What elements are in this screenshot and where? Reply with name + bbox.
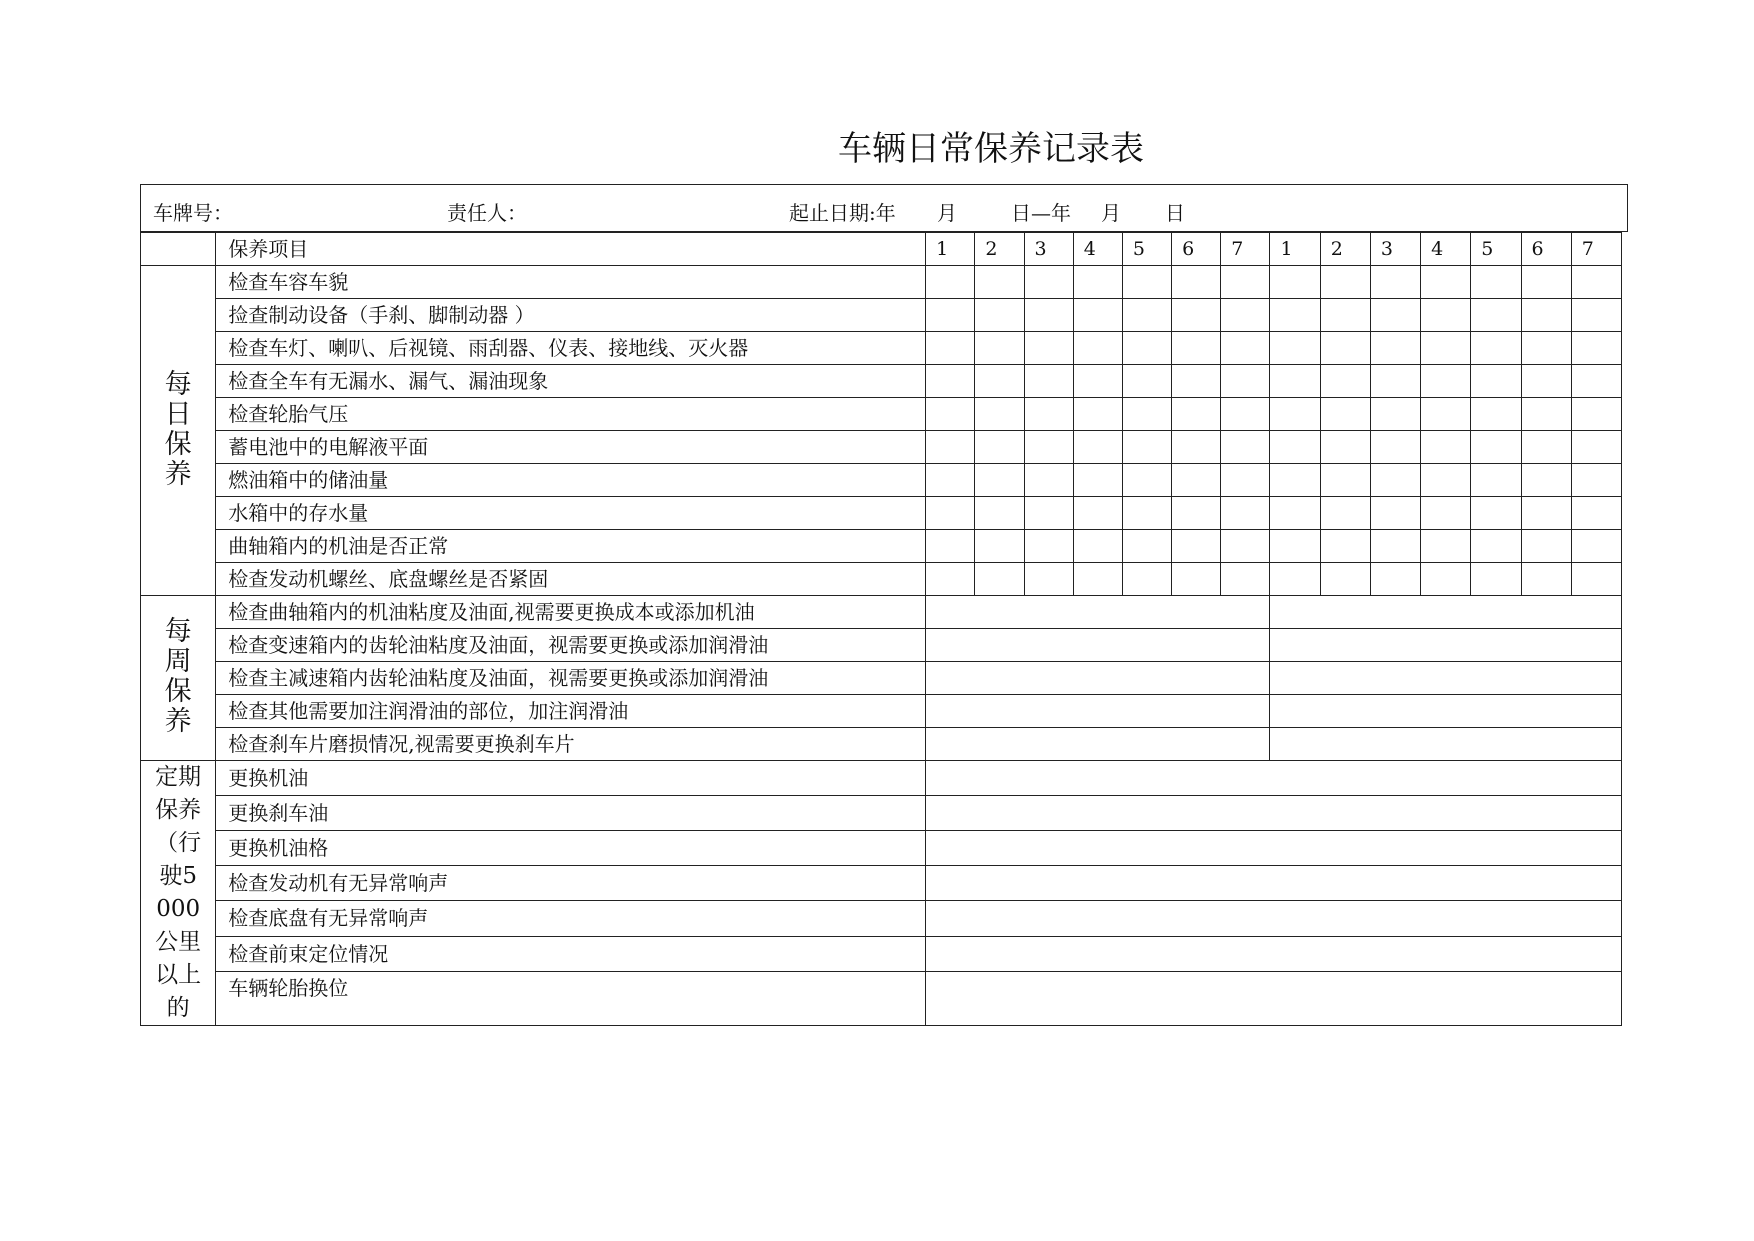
check-cell[interactable]: [975, 299, 1024, 332]
check-cell[interactable]: [975, 365, 1024, 398]
check-cell[interactable]: [1122, 431, 1171, 464]
check-cell[interactable]: [926, 332, 975, 365]
table-row: [141, 629, 1622, 662]
check-cell[interactable]: [1370, 431, 1420, 464]
check-cell[interactable]: [1221, 266, 1270, 299]
check-cell[interactable]: [1471, 299, 1521, 332]
table-row: [141, 728, 1622, 761]
daily-item: 检查车容车貌: [216, 266, 926, 299]
check-cell[interactable]: [1073, 563, 1122, 596]
periodic-record-cell[interactable]: [926, 971, 1622, 1025]
check-cell[interactable]: [926, 398, 975, 431]
week2-record-cell[interactable]: [1270, 596, 1622, 629]
check-cell[interactable]: [1122, 365, 1171, 398]
check-cell[interactable]: [1122, 464, 1171, 497]
week1-record-cell[interactable]: [926, 596, 1270, 629]
week2-record-cell[interactable]: [1270, 662, 1622, 695]
daily-item: 蓄电池中的电解液平面: [216, 431, 926, 464]
table-row: [141, 497, 1622, 530]
weekly-item: 检查变速箱内的齿轮油粘度及油面，视需要更换或添加润滑油: [216, 629, 926, 662]
check-cell[interactable]: [1221, 365, 1270, 398]
table-row: [141, 530, 1622, 563]
check-cell[interactable]: [1471, 530, 1521, 563]
responsible-person-label: 责任人：: [447, 201, 527, 225]
check-cell[interactable]: [1521, 398, 1571, 431]
check-cell[interactable]: [1172, 299, 1221, 332]
check-cell[interactable]: [1221, 530, 1270, 563]
periodic-section-label-cell: [141, 761, 216, 1026]
date-month-start: 月: [937, 201, 957, 225]
check-cell[interactable]: [1471, 431, 1521, 464]
check-cell[interactable]: [1122, 266, 1171, 299]
day-number-header: 4: [1073, 233, 1122, 266]
table-row: [141, 971, 1622, 1025]
check-cell[interactable]: [1521, 266, 1571, 299]
table-row: [141, 936, 1622, 971]
table-row: [141, 266, 1622, 299]
check-cell[interactable]: [975, 530, 1024, 563]
check-cell[interactable]: [926, 530, 975, 563]
check-cell[interactable]: [926, 365, 975, 398]
check-cell[interactable]: [975, 497, 1024, 530]
check-cell[interactable]: [1073, 332, 1122, 365]
check-cell[interactable]: [1471, 563, 1521, 596]
day-number-header: 2: [975, 233, 1024, 266]
check-cell[interactable]: [1270, 266, 1320, 299]
check-cell[interactable]: [1122, 530, 1171, 563]
day-number-header: 3: [1024, 233, 1073, 266]
check-cell[interactable]: [1320, 497, 1370, 530]
check-cell[interactable]: [1221, 332, 1270, 365]
periodic-section-label: 定期保养（行驶5000公里以上的: [155, 764, 202, 1021]
day-number-header: 1: [1270, 233, 1320, 266]
check-cell[interactable]: [926, 431, 975, 464]
check-cell[interactable]: [1221, 497, 1270, 530]
periodic-record-cell[interactable]: [926, 936, 1622, 971]
check-cell[interactable]: [975, 266, 1024, 299]
check-cell[interactable]: [1370, 332, 1420, 365]
check-cell[interactable]: [1571, 464, 1621, 497]
check-cell[interactable]: [1571, 497, 1621, 530]
check-cell[interactable]: [1122, 398, 1171, 431]
check-cell[interactable]: [1571, 530, 1621, 563]
check-cell[interactable]: [1221, 464, 1270, 497]
weekly-item: 检查曲轴箱内的机油粘度及油面,视需要更换成本或添加机油: [216, 596, 926, 629]
check-cell[interactable]: [1073, 464, 1122, 497]
check-cell[interactable]: [926, 266, 975, 299]
daily-section-label: 每日保养: [164, 368, 192, 490]
check-cell[interactable]: [1270, 365, 1320, 398]
header-info-row: [140, 184, 1628, 232]
daily-item: 燃油箱中的储油量: [216, 464, 926, 497]
table-row: [141, 299, 1622, 332]
check-cell[interactable]: [1320, 431, 1370, 464]
periodic-item: 更换刹车油: [216, 796, 926, 831]
check-cell[interactable]: [1320, 332, 1370, 365]
day-number-header: 5: [1471, 233, 1521, 266]
check-cell[interactable]: [1073, 398, 1122, 431]
check-cell[interactable]: [1421, 530, 1471, 563]
check-cell[interactable]: [1270, 530, 1320, 563]
check-cell[interactable]: [1073, 365, 1122, 398]
periodic-item: 检查底盘有无异常响声: [216, 901, 926, 936]
check-cell[interactable]: [926, 299, 975, 332]
check-cell[interactable]: [1270, 398, 1320, 431]
table-row: [141, 431, 1622, 464]
day-number-header: 3: [1370, 233, 1420, 266]
check-cell[interactable]: [1024, 398, 1073, 431]
item-header: 保养项目: [216, 233, 926, 266]
check-cell[interactable]: [1172, 398, 1221, 431]
check-cell[interactable]: [1421, 398, 1471, 431]
check-cell[interactable]: [1421, 365, 1471, 398]
date-day-year: 日—年: [1011, 201, 1071, 225]
check-cell[interactable]: [1471, 332, 1521, 365]
week1-record-cell[interactable]: [926, 662, 1270, 695]
check-cell[interactable]: [1073, 497, 1122, 530]
daily-section-label-cell: [141, 266, 216, 596]
check-cell[interactable]: [1370, 530, 1420, 563]
table-row: [141, 464, 1622, 497]
check-cell[interactable]: [1024, 365, 1073, 398]
check-cell[interactable]: [1172, 332, 1221, 365]
week1-record-cell[interactable]: [926, 695, 1270, 728]
check-cell[interactable]: [1270, 464, 1320, 497]
check-cell[interactable]: [975, 398, 1024, 431]
check-cell[interactable]: [1421, 563, 1471, 596]
daily-item: 水箱中的存水量: [216, 497, 926, 530]
check-cell[interactable]: [1370, 563, 1420, 596]
check-cell[interactable]: [1073, 299, 1122, 332]
check-cell[interactable]: [1024, 464, 1073, 497]
daily-item: 捡查制动设备（手刹、脚制动器 ）: [216, 299, 926, 332]
check-cell[interactable]: [1270, 332, 1320, 365]
check-cell[interactable]: [1320, 563, 1370, 596]
day-number-header: 7: [1571, 233, 1621, 266]
periodic-item: 车辆轮胎换位: [216, 971, 926, 1025]
week2-record-cell[interactable]: [1270, 629, 1622, 662]
check-cell[interactable]: [1024, 530, 1073, 563]
table-row: [141, 563, 1622, 596]
check-cell[interactable]: [1521, 497, 1571, 530]
check-cell[interactable]: [926, 497, 975, 530]
check-cell[interactable]: [1320, 464, 1370, 497]
check-cell[interactable]: [1471, 266, 1521, 299]
day-number-header: 6: [1172, 233, 1221, 266]
table-row: [141, 332, 1622, 365]
check-cell[interactable]: [1024, 563, 1073, 596]
check-cell[interactable]: [926, 464, 975, 497]
check-cell[interactable]: [975, 464, 1024, 497]
page-title: 车辆日常保养记录表: [838, 129, 1144, 169]
weekly-section-label: 每周保养: [164, 616, 192, 737]
periodic-record-cell[interactable]: [926, 831, 1622, 866]
weekly-section-label-cell: [141, 596, 216, 761]
check-cell[interactable]: [1571, 299, 1621, 332]
periodic-record-cell[interactable]: [926, 761, 1622, 796]
check-cell[interactable]: [1221, 431, 1270, 464]
day-number-header: 1: [926, 233, 975, 266]
check-cell[interactable]: [1370, 299, 1420, 332]
check-cell[interactable]: [1024, 299, 1073, 332]
check-cell[interactable]: [1571, 398, 1621, 431]
check-cell[interactable]: [1421, 332, 1471, 365]
check-cell[interactable]: [1320, 365, 1370, 398]
check-cell[interactable]: [1073, 530, 1122, 563]
check-cell[interactable]: [1024, 266, 1073, 299]
check-cell[interactable]: [1421, 299, 1471, 332]
check-cell[interactable]: [1320, 299, 1370, 332]
check-cell[interactable]: [1172, 563, 1221, 596]
check-cell[interactable]: [1320, 266, 1370, 299]
day-number-header: 2: [1320, 233, 1370, 266]
check-cell[interactable]: [1270, 563, 1320, 596]
check-cell[interactable]: [1471, 464, 1521, 497]
check-cell[interactable]: [1521, 464, 1571, 497]
check-cell[interactable]: [1571, 365, 1621, 398]
table-row: [141, 662, 1622, 695]
week2-record-cell[interactable]: [1270, 695, 1622, 728]
table-row: [141, 365, 1622, 398]
periodic-record-cell[interactable]: [926, 866, 1622, 901]
check-cell[interactable]: [975, 431, 1024, 464]
date-month-end: 月: [1101, 201, 1121, 225]
check-cell[interactable]: [1521, 299, 1571, 332]
check-cell[interactable]: [1024, 332, 1073, 365]
check-cell[interactable]: [1024, 431, 1073, 464]
check-cell[interactable]: [1122, 563, 1171, 596]
daily-item: 检查轮胎气压: [216, 398, 926, 431]
table-row: [141, 866, 1622, 901]
check-cell[interactable]: [1122, 299, 1171, 332]
day-number-header: 5: [1122, 233, 1171, 266]
table-header-row: [141, 233, 1622, 266]
weekly-item: 检查其他需要加注润滑油的部位，加注润滑油: [216, 695, 926, 728]
check-cell[interactable]: [1571, 431, 1621, 464]
maintenance-table: [140, 232, 1622, 1026]
check-cell[interactable]: [1073, 266, 1122, 299]
daily-item: 检查车灯、喇叭、后视镜、雨刮器、仪表、接地线、灭火器: [216, 332, 926, 365]
table-row: [141, 761, 1622, 796]
check-cell[interactable]: [1073, 431, 1122, 464]
check-cell[interactable]: [1320, 530, 1370, 563]
check-cell[interactable]: [1471, 398, 1521, 431]
periodic-record-cell[interactable]: [926, 901, 1622, 936]
check-cell[interactable]: [1370, 398, 1420, 431]
check-cell[interactable]: [926, 563, 975, 596]
check-cell[interactable]: [1421, 431, 1471, 464]
day-number-header: 6: [1521, 233, 1571, 266]
check-cell[interactable]: [1024, 497, 1073, 530]
check-cell[interactable]: [975, 332, 1024, 365]
week1-record-cell[interactable]: [926, 728, 1270, 761]
check-cell[interactable]: [1172, 530, 1221, 563]
daily-item: 曲轴箱内的机油是否正常: [216, 530, 926, 563]
check-cell[interactable]: [1421, 497, 1471, 530]
periodic-record-cell[interactable]: [926, 796, 1622, 831]
check-cell[interactable]: [1571, 563, 1621, 596]
day-number-header: 4: [1421, 233, 1471, 266]
check-cell[interactable]: [1320, 398, 1370, 431]
check-cell[interactable]: [1521, 365, 1571, 398]
check-cell[interactable]: [1571, 266, 1621, 299]
table-row: [141, 596, 1622, 629]
check-cell[interactable]: [1172, 464, 1221, 497]
check-cell[interactable]: [1370, 365, 1420, 398]
check-cell[interactable]: [1521, 332, 1571, 365]
week2-record-cell[interactable]: [1270, 728, 1622, 761]
check-cell[interactable]: [1370, 464, 1420, 497]
check-cell[interactable]: [1270, 299, 1320, 332]
table-row: [141, 831, 1622, 866]
check-cell[interactable]: [1370, 497, 1420, 530]
check-cell[interactable]: [1270, 431, 1320, 464]
table-row: [141, 901, 1622, 936]
check-cell[interactable]: [1172, 431, 1221, 464]
check-cell[interactable]: [1172, 266, 1221, 299]
date-day-end: 日: [1165, 201, 1185, 225]
check-cell[interactable]: [1172, 365, 1221, 398]
plate-number-label: 车牌号：: [153, 201, 233, 225]
table-row: [141, 398, 1622, 431]
table-row: [141, 796, 1622, 831]
check-cell[interactable]: [1521, 563, 1571, 596]
check-cell[interactable]: [1221, 299, 1270, 332]
check-cell[interactable]: [1521, 431, 1571, 464]
check-cell[interactable]: [1221, 563, 1270, 596]
day-number-header: 7: [1221, 233, 1270, 266]
check-cell[interactable]: [1471, 497, 1521, 530]
check-cell[interactable]: [1421, 464, 1471, 497]
week1-record-cell[interactable]: [926, 629, 1270, 662]
weekly-item: 检查主减速箱内齿轮油粘度及油面，视需要更换或添加润滑油: [216, 662, 926, 695]
table-row: [141, 695, 1622, 728]
periodic-item: 检查前束定位情况: [216, 936, 926, 971]
check-cell[interactable]: [1471, 365, 1521, 398]
date-range-label: 起止日期:年: [789, 201, 896, 225]
section-header-cell: [141, 233, 216, 266]
check-cell[interactable]: [975, 563, 1024, 596]
periodic-item: 更换机油格: [216, 831, 926, 866]
periodic-item: 检查发动机有无异常响声: [216, 866, 926, 901]
check-cell[interactable]: [1571, 332, 1621, 365]
daily-item: 检查发动机螺丝、底盘螺丝是否紧固: [216, 563, 926, 596]
check-cell[interactable]: [1122, 497, 1171, 530]
check-cell[interactable]: [1122, 332, 1171, 365]
check-cell[interactable]: [1172, 497, 1221, 530]
check-cell[interactable]: [1221, 398, 1270, 431]
check-cell[interactable]: [1421, 266, 1471, 299]
check-cell[interactable]: [1521, 530, 1571, 563]
check-cell[interactable]: [1370, 266, 1420, 299]
weekly-item: 检查刹车片磨损情况,视需要更换刹车片: [216, 728, 926, 761]
periodic-item: 更换机油: [216, 761, 926, 796]
check-cell[interactable]: [1270, 497, 1320, 530]
daily-item: 检查全车有无漏水、漏气、漏油现象: [216, 365, 926, 398]
